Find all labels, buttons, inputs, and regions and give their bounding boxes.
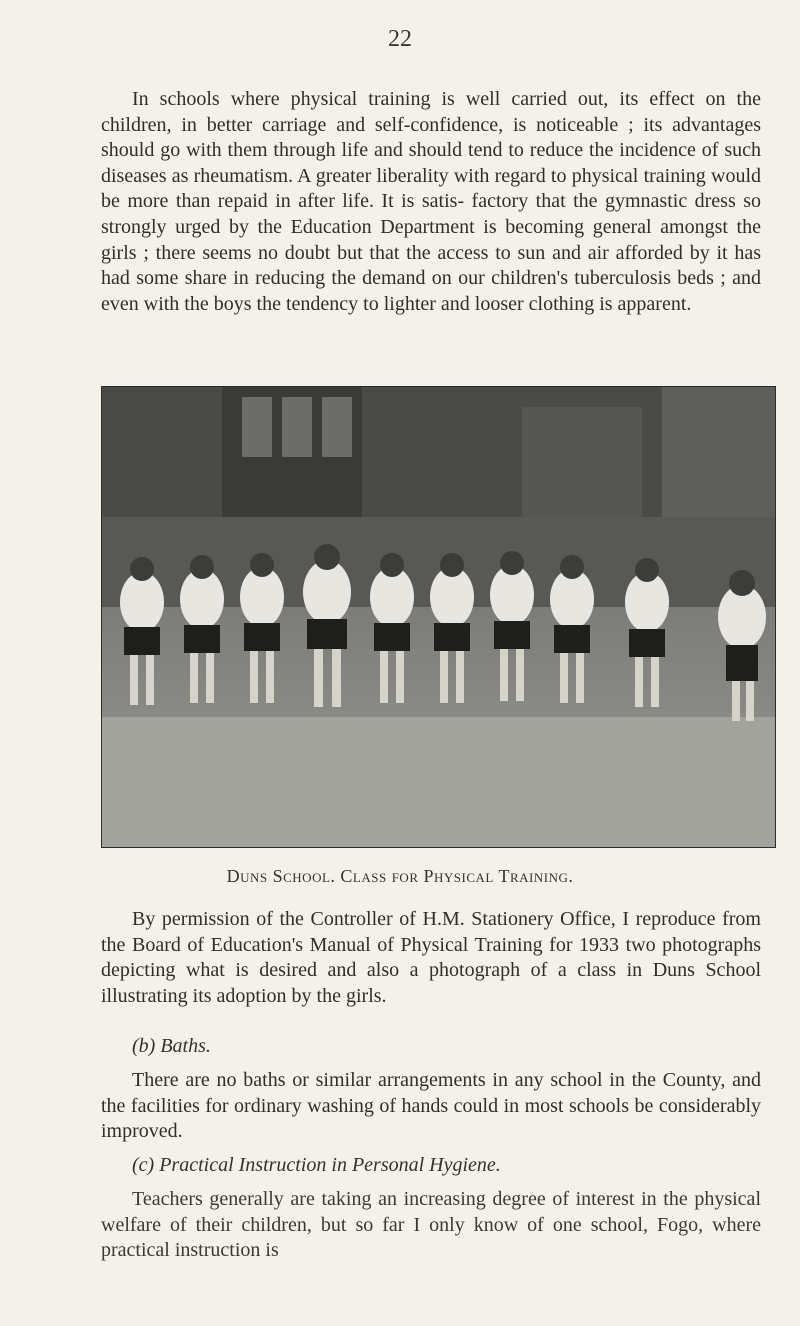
photo-caption: Duns School. Class for Physical Training.	[226, 866, 574, 886]
page-number: 22	[388, 26, 412, 52]
paragraph-baths: There are no baths or similar arrangements in any school in the County, and the facilities for ordinary washing of hands could in most schools be considerably improved.	[101, 1069, 761, 1143]
section-title-b: Baths.	[160, 1035, 211, 1057]
section-label-b: (b)	[132, 1035, 156, 1057]
paragraph-hygiene: Teachers generally are taking an increasing degree of interest in the physical welfare of their children, but so far I only know of one school, Fogo, where practical instruction is	[101, 1188, 761, 1262]
paragraph-permission: By permission of the Controller of H.M. Stationery Office, I reproduce from the Board of Education's Manual of Physical Training for 1933 two photographs depicting what is desired and also a photograph of a class in Duns School illustrating its adoption by the girls.	[101, 908, 761, 1007]
section-label-c: (c)	[132, 1154, 155, 1176]
paragraph-physical-training: In schools where physical training is well carried out, its effect on the children, in better carriage and self-confidence, is noticeable ; its advantages should go with them through life and should tend to reduce the incidence of such diseases as rheumatism. A greater liberality with regard to physical training would be more than repaid in after life. It is satis- factory that the gymnastic dress so strongly urged by the Education Department is becoming general amongst the girls ; there seems no doubt but that the access to sun and air afforded by it has had some share in reducing the demand on our children's tuberculosis beds ; and even with the boys the tendency to lighter and looser clothing is apparent.	[101, 88, 761, 315]
photo-illustration	[102, 387, 775, 847]
class-photograph	[101, 386, 776, 848]
section-title-c: Practical Instruction in Personal Hygiene.	[159, 1154, 501, 1176]
section-heading-hygiene	[132, 1154, 501, 1177]
section-heading-baths	[132, 1035, 211, 1058]
